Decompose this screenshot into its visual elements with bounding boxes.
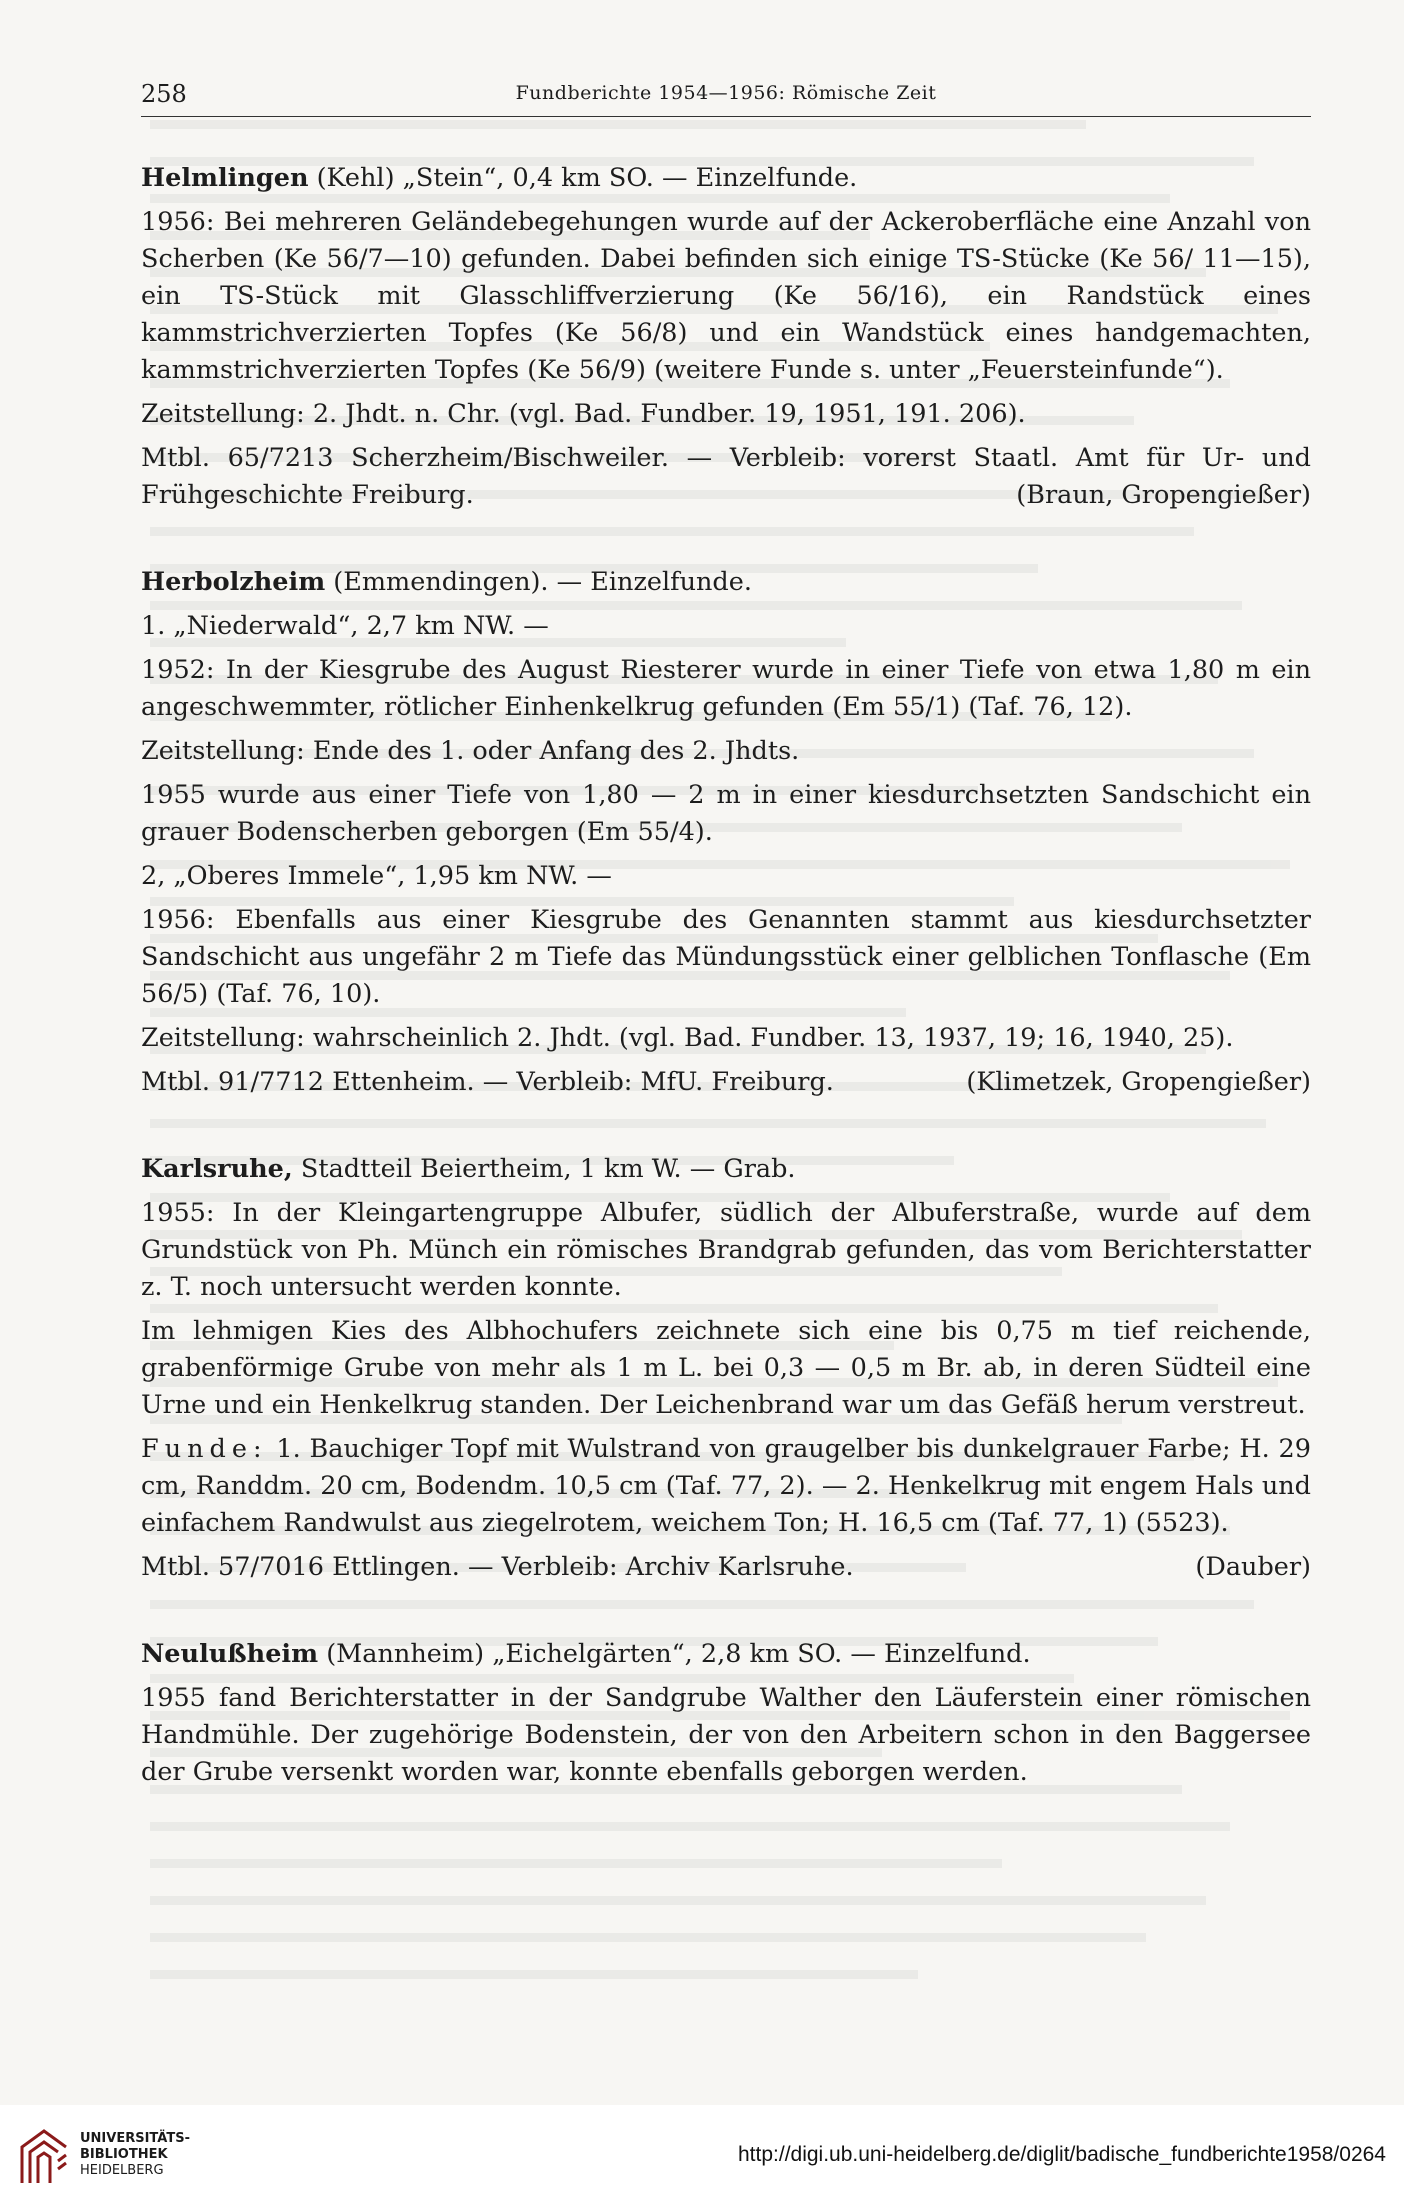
running-head: Fundberichte 1954—1956: Römische Zeit (515, 82, 937, 104)
paragraph: Zeitstellung: wahrscheinlich 2. Jhdt. (vgl. Bad. Fundber. 13, 1937, 19; 16, 1940, 25). (141, 1023, 1234, 1053)
author-credit: (Braun, Gropengießer) (1016, 480, 1311, 510)
paragraph: 1956: Ebenfalls aus einer Kiesgrube des Genannten stammt aus kiesdurchsetzter Sandschicht aus ungefähr 2 m Tiefe das Mündungsstück einer gelblichen Tonflasche (Em 56/5) (Taf. 76, 10). (141, 905, 1311, 1009)
entry-title (141, 1636, 1311, 1673)
entry-herbolzheim (141, 564, 1311, 1101)
source-url-link[interactable]: http://digi.ub.uni-heidelberg.de/diglit/badische_fundberichte1958/0264 (738, 2143, 1386, 2166)
entry-neulussheim (141, 1636, 1311, 1791)
entry-karlsruhe (141, 1151, 1311, 1586)
entry-place: Neulußheim (141, 1639, 319, 1669)
paragraph: 1955 fand Berichterstatter in der Sandgrube Walther den Läuferstein einer römischen Handmühle. Der zugehörige Bodenstein, der von den Arbeitern schon in den Baggersee der Grube versenkt worden war, konnte ebenfalls geborgen werden. (141, 1683, 1311, 1787)
page-number: 258 (141, 80, 187, 108)
entry-place: Helmlingen (141, 163, 309, 193)
body-text (141, 160, 1311, 1841)
entry-title-rest: Stadtteil Beiertheim, 1 km W. — Grab. (292, 1154, 796, 1184)
paragraph: Mtbl. 65/7213 Scherzheim/Bischweiler. — Verbleib: vorerst Staatl. Amt für Ur- und (141, 443, 1311, 473)
entry-title-rest: (Kehl) „Stein“, 0,4 km SO. — Einzelfunde. (308, 163, 858, 193)
entry-place: Karlsruhe, (141, 1154, 293, 1184)
entry-helmlingen (141, 160, 1311, 514)
paragraph: 2, „Oberes Immele“, 1,95 km NW. — (141, 861, 612, 891)
paragraph: 1955: In der Kleingartengruppe Albufer, südlich der Albuferstraße, wurde auf dem Grundstück von Ph. Münch ein römisches Brandgrab gefunden, das vom Berichterstatter z. T. noch untersucht werden konnte. (141, 1198, 1311, 1302)
closing-text: Mtbl. 91/7712 Ettenheim. — Verbleib: MfU. Freiburg. (141, 1067, 834, 1097)
entry-title-rest: (Emmendingen). — Einzelfunde. (325, 567, 752, 597)
library-logo-icon (14, 2121, 74, 2191)
entry-title (141, 1151, 1311, 1188)
entry-closing-line (141, 477, 1311, 514)
paragraph: 1952: In der Kiesgrube des August Riesterer wurde in einer Tiefe von etwa 1,80 m ein angeschwemmter, rötlicher Einhenkelkrug gefunden (Em 55/1) (Taf. 76, 12). (141, 655, 1311, 722)
entry-title (141, 564, 1311, 601)
entry-title-rest: (Mannheim) „Eichelgärten“, 2,8 km SO. — Einzelfund. (318, 1639, 1031, 1669)
paragraph: 1956: Bei mehreren Geländebegehungen wurde auf der Ackeroberfläche eine Anzahl von Scherben (Ke 56/7—10) gefunden. Dabei befinden sich einige TS-Stücke (Ke 56/ 11—15), ein TS-Stück mit Glasschliffverzierung (Ke 56/16), ein Randstück eines kammstrichverzierten Topfes (Ke 56/8) und ein Wandstück eines handgemachten, kammstrichverzierten Topfes (Ke 56/9) (weitere Funde s. unter „Feuersteinfunde“). (141, 207, 1311, 385)
paragraph: Zeitstellung: 2. Jhdt. n. Chr. (vgl. Bad. Fundber. 19, 1951, 191. 206). (141, 399, 1026, 429)
paragraph: Zeitstellung: Ende des 1. oder Anfang des 2. Jhdts. (141, 736, 800, 766)
library-footer (0, 2105, 1404, 2211)
entry-closing-line (141, 1064, 1311, 1101)
finds-label: Funde: (141, 1434, 268, 1464)
author-credit: (Dauber) (1195, 1552, 1311, 1582)
library-name (80, 2131, 190, 2179)
paragraph: 1. „Niederwald“, 2,7 km NW. — (141, 611, 549, 641)
entry-title (141, 160, 1311, 197)
entry-closing-line (141, 1549, 1311, 1586)
finds-text: 1. Bauchiger Topf mit Wulstrand von graugelber bis dunkelgrauer Farbe; H. 29 cm, Randdm. 20 cm, Bodendm. 10,5 cm (Taf. 77, 2). — 2. Henkelkrug mit engem Hals und einfachem Randwulst aus ziegelrotem, weichem Ton; H. 16,5 cm (Taf. 77, 1) (5523). (141, 1434, 1311, 1538)
page-header (141, 76, 1311, 117)
paragraph: Im lehmigen Kies des Albhochufers zeichnete sich eine bis 0,75 m tief reichende, grabenförmige Grube von mehr als 1 m L. bei 0,3 — 0,5 m Br. ab, in deren Südteil eine Urne und ein Henkelkrug standen. Der Leichenbrand war um das Gefäß herum verstreut. (141, 1316, 1311, 1420)
library-name-line3: HEIDELBERG (80, 2163, 164, 2178)
entry-place: Herbolzheim (141, 567, 326, 597)
closing-text: Frühgeschichte Freiburg. (141, 480, 474, 510)
library-name-line1: UNIVERSITÄTS- (80, 2131, 190, 2146)
finds-paragraph (141, 1431, 1311, 1542)
paragraph: 1955 wurde aus einer Tiefe von 1,80 — 2 m in einer kiesdurchsetzten Sandschicht ein grauer Bodenscherben geborgen (Em 55/4). (141, 780, 1311, 847)
author-credit: (Klimetzek, Gropengießer) (966, 1067, 1311, 1097)
library-name-line2: BIBLIOTHEK (80, 2147, 168, 2162)
closing-text: Mtbl. 57/7016 Ettlingen. — Verbleib: Archiv Karlsruhe. (141, 1552, 854, 1582)
